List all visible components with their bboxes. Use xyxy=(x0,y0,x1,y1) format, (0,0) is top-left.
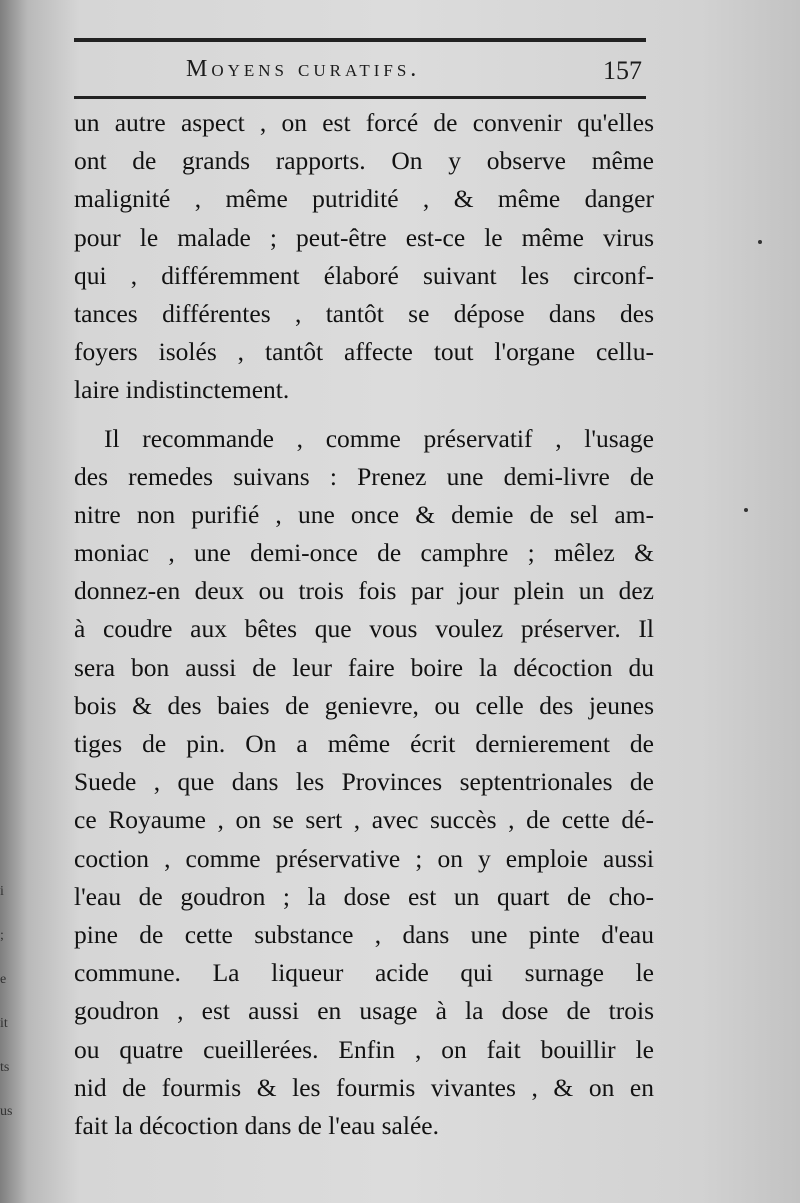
ink-speck xyxy=(744,508,748,512)
text-line: tiges de pin. On a même écrit dernierement de xyxy=(74,729,654,758)
text-line: foyers isolés , tantôt affecte tout l'organe cellu- xyxy=(74,337,654,367)
text-line: ont de grands rapports. On y observe même xyxy=(74,146,654,176)
header-rule xyxy=(74,96,646,99)
margin-mark: e xyxy=(0,972,7,987)
text-line: donnez-en deux ou trois fois par jour plein un dez xyxy=(74,576,654,606)
text-line: ou quatre cueillerées. Enfin , on fait bouillir le xyxy=(74,1034,654,1064)
text-line: moniac , une demi-once de camphre ; mêlez & xyxy=(74,538,654,568)
bleed-through-margin-marks xyxy=(0,870,18,1134)
running-head xyxy=(74,54,646,90)
text-line: coction , comme préservative ; on y emploie aussi xyxy=(74,843,654,873)
text-line: nitre non purifié , une once & demie de sel am- xyxy=(74,499,654,529)
text-line: sera bon aussi de leur faire boire la décoction du xyxy=(74,652,654,682)
text-line: commune. La liqueur acide qui surnage le xyxy=(74,958,654,988)
top-rule xyxy=(74,38,646,42)
text-line: pine de cette substance , dans une pinte d'eau xyxy=(74,919,654,949)
text-line: ce Royaume , on se sert , avec succès , de cette dé- xyxy=(74,805,654,835)
paragraph-1 xyxy=(74,104,654,410)
text-line: un autre aspect , on est forcé de convenir qu'elles xyxy=(74,108,654,137)
text-line: goudron , est aussi en usage à la dose de trois xyxy=(74,996,654,1026)
text-line: qui , différemment élaboré suivant les circonf- xyxy=(74,260,654,290)
margin-mark: ts xyxy=(0,1060,10,1075)
text-line: malignité , même putridité , & même danger xyxy=(74,184,654,214)
text-line: pour le malade ; peut-être est-ce le même virus xyxy=(74,222,654,252)
text-line: Suede , que dans les Provinces septentrionales de xyxy=(74,767,654,797)
body-text xyxy=(74,104,654,1145)
running-head-title: Moyens curatifs. xyxy=(186,56,421,82)
text-line: laire indistinctement. xyxy=(74,375,290,405)
ink-speck xyxy=(758,240,762,244)
margin-mark: us xyxy=(0,1104,13,1119)
text-line: tances différentes , tantôt se dépose dans des xyxy=(74,298,654,328)
margin-mark: i xyxy=(0,884,4,899)
margin-mark: ; xyxy=(0,928,4,943)
text-line: des remedes suivans : Prenez une demi-livre de xyxy=(74,461,654,491)
text-line: nid de fourmis & les fourmis vivantes , & on en xyxy=(74,1072,654,1102)
text-line: bois & des baies de genievre, ou celle des jeunes xyxy=(74,690,654,720)
margin-mark: it xyxy=(0,1016,8,1031)
text-line: à coudre aux bêtes que vous voulez préserver. Il xyxy=(74,614,654,644)
paragraph-2 xyxy=(74,420,654,1146)
page-number: 157 xyxy=(603,56,642,85)
text-line: l'eau de goudron ; la dose est un quart de cho- xyxy=(74,881,654,911)
text-line: fait la décoction dans de l'eau salée. xyxy=(74,1110,439,1140)
text-line: Il recommande , comme préservatif , l'usage xyxy=(104,423,654,453)
